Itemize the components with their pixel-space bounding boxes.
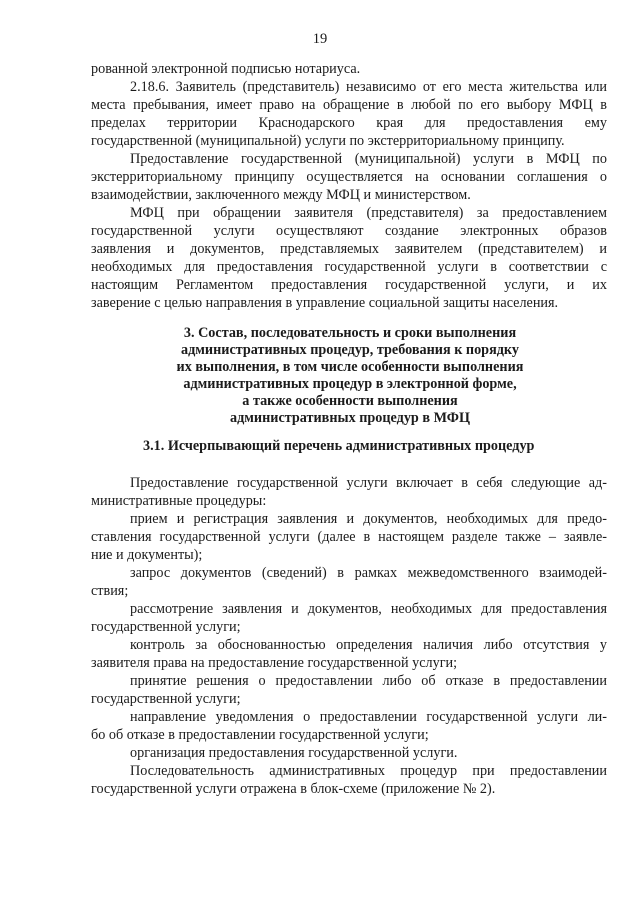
text-line: Предоставление государственной услуги включает в себя следующие ад- <box>130 475 607 491</box>
text-line: 2.18.6. Заявитель (представитель) независимо от его места жительства или <box>130 79 607 95</box>
text-line: государственной услуги отражена в блок-схеме (приложение № 2). <box>91 781 496 797</box>
text-line: заявления и документов, представляемых заявителем (представителем) и <box>91 241 607 257</box>
text-line: заявителя права на предоставление государственной услуги; <box>91 655 458 671</box>
section-heading-line: административных процедур, требования к порядку <box>180 342 519 358</box>
section-heading-line: административных процедур в МФЦ <box>230 410 470 426</box>
text-line: контроль за обоснованностью определения наличия либо отсутствия у <box>130 637 607 653</box>
text-line: экстерриториальному принципу осуществляется на основании соглашения о <box>91 169 607 185</box>
text-line: направление уведомления о предоставлении государственной услуги ли- <box>130 709 607 725</box>
text-line: государственной услуги осуществляют создание электронных образов <box>91 223 607 239</box>
text-line: заверение с целью направления в управление социальной защиты населения. <box>91 295 559 311</box>
page-number: 19 <box>312 31 328 47</box>
text-line: Последовательность административных процедур при предоставлении <box>130 763 607 779</box>
text-line: государственной услуги; <box>91 619 241 635</box>
section-heading-line: административных процедур в электронной форме, <box>183 376 517 392</box>
text-line: запрос документов (сведений) в рамках межведомственного взаимодей- <box>130 565 607 581</box>
text-line: ставления государственной услуги (далее в настоящем разделе также – заявле- <box>91 529 607 545</box>
text-line: принятие решения о предоставлении либо об отказе в предоставлении <box>130 673 607 689</box>
text-line: Предоставление государственной (муниципальной) услуги в МФЦ по <box>130 151 607 167</box>
text-line: ствия; <box>91 583 129 599</box>
subsection-heading: 3.1. Исчерпывающий перечень административных процедур <box>143 438 535 454</box>
text-line: ние и документы); <box>91 547 203 563</box>
text-line: рассмотрение заявления и документов, необходимых для предоставления <box>130 601 607 617</box>
text-line: взаимодействии, заключенного между МФЦ и министерством. <box>91 187 471 203</box>
section-heading-line: их выполнения, в том числе особенности выполнения <box>176 359 524 375</box>
text-line: места пребывания, имеет право на обращение в любой по его выбору МФЦ в <box>91 97 607 113</box>
text-line: прием и регистрация заявления и документов, необходимых для предо- <box>130 511 607 527</box>
text-line: МФЦ при обращении заявителя (представителя) за предоставлением <box>130 205 607 221</box>
text-line: рованной электронной подписью нотариуса. <box>91 61 361 77</box>
section-heading-line: 3. Состав, последовательность и сроки выполнения <box>183 325 517 341</box>
text-line: необходимых для предоставления государственной услуги в соответствии с <box>91 259 607 275</box>
section-heading-line: а также особенности выполнения <box>242 393 458 409</box>
text-line: министративные процедуры: <box>91 493 267 509</box>
text-line: бо об отказе в предоставлении государственной услуги; <box>91 727 429 743</box>
text-line: организация предоставления государственной услуги. <box>130 745 458 761</box>
text-line: государственной услуги; <box>91 691 241 707</box>
text-line: пределах территории Краснодарского края для предоставления ему <box>91 115 607 131</box>
text-line: настоящим Регламентом предоставления государственной услуги, и их <box>91 277 607 293</box>
text-line: государственной (муниципальной) услуги по экстерриториальному принципу. <box>91 133 565 149</box>
